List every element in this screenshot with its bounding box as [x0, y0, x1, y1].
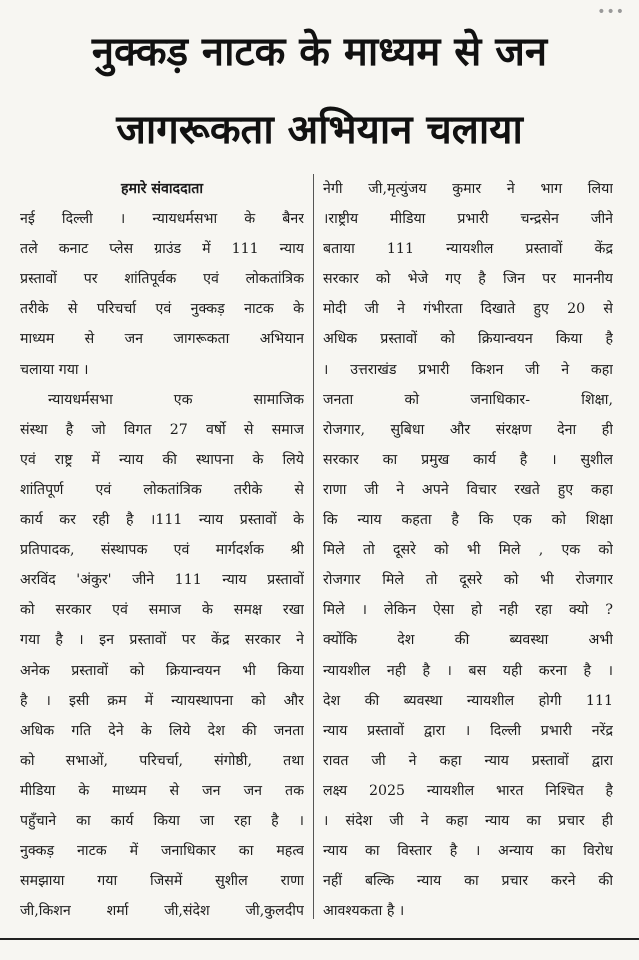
text-line: प्रस्तावों पर शांतिपूर्वक एवं लोकतांत्रिक [20, 271, 304, 288]
text-line: आवश्यकता है । [323, 903, 405, 920]
text-line: अनेक प्रस्तावों को क्रियान्वयन भी किया [20, 662, 304, 679]
text-line: संस्था है जो विगत 27 वर्षो से समाज [20, 421, 304, 438]
right-column [323, 174, 613, 926]
text-line: को सभाओं, परिचर्चा, संगोष्ठी, तथा [20, 752, 304, 769]
text-line: तरीके से परिचर्चा एवं नुक्कड़ नाटक के [20, 301, 304, 318]
text-line: गया है । इन प्रस्तावों पर केंद्र सरकार ने [20, 632, 304, 649]
left-column [20, 174, 304, 926]
bottom-rule [0, 938, 639, 940]
text-line: शांतिपूर्ण एवं लोकतांत्रिक तरीके से [20, 481, 304, 498]
text-line: लक्ष्य 2025 न्यायशील भारत निश्चित है [323, 782, 613, 799]
text-line: है । इसी क्रम में न्यायस्थापना को और [20, 692, 304, 709]
text-line: को सरकार एवं समाज के समक्ष रखा [20, 602, 304, 619]
text-line: रावत जी ने कहा न्याय प्रस्तावों द्वारा [323, 752, 613, 769]
text-line: एवं राष्ट्र में न्याय की स्थापना के लिये [20, 451, 304, 468]
text-line: न्याय प्रस्तावों द्वारा । दिल्ली प्रभारी नरेंद्र [323, 722, 613, 739]
text-line: नुक्कड़ नाटक में जनाधिकार का महत्व [20, 843, 304, 860]
text-line: न्याय का विस्तार है । अन्याय का विरोध [323, 843, 613, 860]
text-line: अरविंद 'अंकुर' जीने 111 न्याय प्रस्तावों [20, 572, 304, 589]
text-line: क्योंकि देश की ब्यवस्था अभी [323, 632, 613, 649]
text-line: सरकार का प्रमुख कार्य है । सुशील [323, 451, 613, 468]
text-line: न्यायशील नही है । बस यही करना है । [323, 662, 613, 679]
text-line: सरकार को भेजे गए है जिन पर माननीय [323, 271, 613, 288]
text-line: कि न्याय कहता है कि एक को शिक्षा [323, 512, 613, 529]
text-line: देश की ब्यवस्था न्यायशील होगी 111 [323, 692, 613, 709]
text-line: न्यायधर्मसभा एक सामाजिक [48, 391, 304, 408]
headline-line-1: नुक्कड़ नाटक के माध्यम से जन [91, 29, 548, 75]
text-line: प्रतिपादक, संस्थापक एवं मार्गदर्शक श्री [20, 542, 304, 559]
text-line: । उत्तराखंड प्रभारी किशन जी ने कहा [323, 361, 613, 378]
text-line: अधिक प्रस्तावों को क्रियान्वयन किया है [323, 331, 613, 348]
text-line: मिले तो दूसरे को भी मिले , एक को [323, 542, 613, 559]
column-divider [313, 174, 314, 919]
byline: हमारे संवाददाता [120, 181, 204, 197]
text-line: रोजगार, सुबिधा और संरक्षण देना ही [323, 421, 613, 438]
text-line: मीडिया के माध्यम से जन जन तक [20, 782, 304, 799]
text-line: माध्यम से जन जागरूकता अभियान [20, 331, 304, 348]
text-line: समझाया गया जिसमें सुशील राणा [20, 873, 304, 890]
text-line: पहुँचाने का कार्य किया जा रहा है । [20, 812, 304, 829]
text-line: मिले । लेकिन ऐसा हो नही रहा क्यो ? [323, 602, 613, 619]
text-line: जी,किशन शर्मा जी,संदेश जी,कुलदीप [20, 903, 304, 920]
text-line: नहीं बल्कि न्याय का प्रचार करने की [323, 873, 613, 890]
text-line: बताया 111 न्यायशील प्रस्तावों केंद्र [323, 241, 613, 258]
text-line: नेगी जी,मृत्युंजय कुमार ने भाग लिया [323, 181, 613, 197]
text-line: नई दिल्ली । न्यायधर्मसभा के बैनर [20, 211, 304, 228]
text-line: ।राष्ट्रीय मीडिया प्रभारी चन्द्रसेन जीने [323, 211, 613, 228]
text-line: जनता को जनाधिकार- शिक्षा, [323, 391, 613, 408]
headline-line-2: जागरूकता अभियान चलाया [116, 107, 523, 153]
text-line: चलाया गया । [20, 361, 89, 378]
dots-icon: ••• [597, 4, 625, 20]
text-line: मोदी जी ने गंभीरता दिखाते हुए 20 से [323, 301, 613, 318]
text-line: कार्य कर रही है ।111 न्याय प्रस्तावों के [20, 512, 304, 529]
text-line: । संदेश जी ने कहा न्याय का प्रचार ही [323, 812, 613, 829]
text-line: रोजगार मिले तो दूसरे को भी रोजगार [323, 572, 613, 589]
text-line: तले कनाट प्लेस ग्राउंड में 111 न्याय [20, 241, 304, 258]
text-line: राणा जी ने अपने विचार रखते हुए कहा [323, 481, 613, 498]
text-line: अधिक गति देने के लिये देश की जनता [20, 722, 304, 739]
